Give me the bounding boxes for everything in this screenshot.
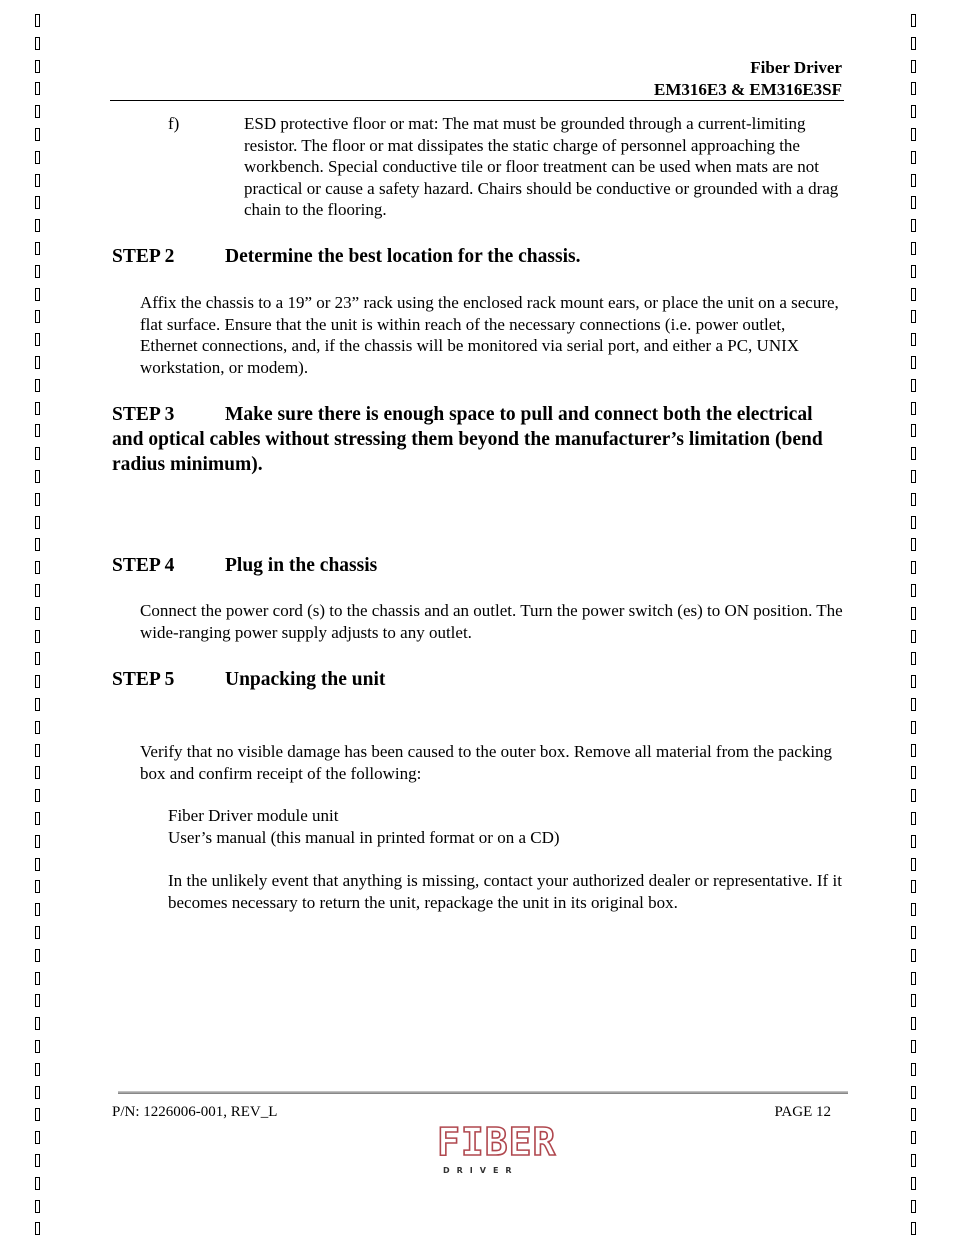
binding-mark	[911, 538, 916, 551]
left-binding-marks	[32, 0, 46, 1235]
binding-mark	[35, 470, 40, 483]
binding-mark	[911, 584, 916, 597]
binding-mark	[35, 926, 40, 939]
binding-mark	[911, 1131, 916, 1144]
binding-mark	[911, 310, 916, 323]
binding-mark	[35, 812, 40, 825]
page-header	[654, 57, 842, 101]
binding-mark	[35, 310, 40, 323]
binding-mark	[35, 721, 40, 734]
binding-mark	[911, 333, 916, 346]
list-item: Fiber Driver module unit	[168, 806, 339, 825]
binding-mark	[911, 903, 916, 916]
binding-mark	[911, 1108, 916, 1121]
binding-mark	[35, 516, 40, 529]
step-title: Make sure there is enough space to pull and connect both the electrical and optical cables without stressing them beyond the manufacturer’s limitation (bend radius minimum).	[112, 404, 823, 475]
binding-mark	[911, 424, 916, 437]
binding-mark	[35, 880, 40, 893]
binding-mark	[911, 880, 916, 893]
binding-mark	[911, 516, 916, 529]
binding-mark	[35, 1108, 40, 1121]
binding-mark	[911, 60, 916, 73]
step-3-heading	[112, 402, 844, 477]
binding-mark	[35, 1063, 40, 1076]
binding-mark	[911, 721, 916, 734]
binding-mark	[35, 538, 40, 551]
binding-mark	[911, 1063, 916, 1076]
part-number: P/N: 1226006-001, REV_L	[112, 1104, 278, 1120]
binding-mark	[35, 1177, 40, 1190]
binding-mark	[911, 698, 916, 711]
binding-mark	[911, 812, 916, 825]
binding-mark	[911, 105, 916, 118]
binding-mark	[35, 675, 40, 688]
binding-mark	[911, 1086, 916, 1099]
binding-mark	[911, 972, 916, 985]
binding-mark	[911, 675, 916, 688]
binding-mark	[35, 652, 40, 665]
binding-mark	[911, 926, 916, 939]
binding-mark	[911, 994, 916, 1007]
binding-mark	[911, 835, 916, 848]
binding-mark	[911, 1222, 916, 1235]
binding-mark	[911, 447, 916, 460]
step-title: Plug in the chassis	[225, 555, 378, 576]
missing-items-note: In the unlikely event that anything is missing, contact your authorized dealer or representative. If it becomes necessary to return the unit, repackage the unit in its original box.	[168, 871, 842, 912]
binding-mark	[911, 652, 916, 665]
right-binding-marks	[908, 0, 922, 1235]
binding-mark	[35, 903, 40, 916]
binding-mark	[911, 196, 916, 209]
logo-wordmark: FIBER	[437, 1120, 557, 1164]
binding-mark	[911, 1017, 916, 1030]
binding-mark	[911, 470, 916, 483]
binding-mark	[911, 174, 916, 187]
binding-mark	[35, 333, 40, 346]
binding-mark	[911, 493, 916, 506]
binding-mark	[35, 356, 40, 369]
binding-mark	[911, 14, 916, 27]
binding-mark	[911, 288, 916, 301]
page-number: PAGE 12	[774, 1104, 831, 1120]
binding-mark	[35, 766, 40, 779]
step-number: STEP 2	[112, 246, 175, 267]
binding-mark	[911, 265, 916, 278]
step-5-heading	[112, 667, 844, 692]
binding-mark	[35, 60, 40, 73]
binding-mark	[35, 1222, 40, 1235]
receipt-list	[168, 805, 842, 848]
header-product: Fiber Driver	[750, 58, 842, 77]
binding-mark	[35, 1154, 40, 1167]
binding-mark	[35, 994, 40, 1007]
binding-mark	[911, 219, 916, 232]
binding-mark	[911, 379, 916, 392]
binding-mark	[35, 584, 40, 597]
step-4-body: Connect the power cord (s) to the chassis and an outlet. Turn the power switch (es) to ON position. The wide-ranging power supply adjusts to any outlet.	[140, 601, 843, 642]
binding-mark	[911, 607, 916, 620]
list-item: User’s manual (this manual in printed format or on a CD)	[168, 827, 560, 847]
binding-mark	[911, 630, 916, 643]
step-2-heading	[112, 244, 844, 269]
step-4-heading	[112, 553, 844, 578]
binding-mark	[35, 82, 40, 95]
footer-divider	[118, 1091, 848, 1094]
binding-mark	[35, 447, 40, 460]
binding-mark	[35, 949, 40, 962]
binding-mark	[911, 789, 916, 802]
step-number: STEP 4	[112, 555, 175, 576]
binding-mark	[911, 37, 916, 50]
binding-mark	[911, 1177, 916, 1190]
binding-mark	[35, 174, 40, 187]
step-title: Unpacking the unit	[225, 669, 386, 690]
binding-mark	[35, 128, 40, 141]
binding-mark	[35, 14, 40, 27]
binding-mark	[911, 356, 916, 369]
binding-mark	[35, 835, 40, 848]
binding-mark	[35, 105, 40, 118]
step-number: STEP 5	[112, 669, 175, 690]
binding-mark	[35, 219, 40, 232]
binding-mark	[35, 424, 40, 437]
binding-mark	[35, 242, 40, 255]
binding-mark	[911, 1040, 916, 1053]
binding-mark	[35, 1200, 40, 1213]
header-models: EM316E3 & EM316E3SF	[654, 80, 842, 99]
binding-mark	[35, 288, 40, 301]
binding-mark	[35, 561, 40, 574]
binding-mark	[35, 858, 40, 871]
logo-subtitle: DRIVER	[443, 1166, 519, 1175]
binding-mark	[35, 1017, 40, 1030]
list-item-text: ESD protective floor or mat: The mat must be grounded through a current-limiting resistor. The floor or mat dissipates the static charge of personnel approaching the workbench. Special conductive tile or floor treatment can be used when mats are not practical or cause a safety hazard. Chairs should be conductive or grounded with a drag chain to the flooring.	[244, 114, 839, 219]
binding-mark	[911, 744, 916, 757]
binding-mark	[911, 561, 916, 574]
header-divider	[110, 100, 844, 101]
binding-mark	[35, 698, 40, 711]
step-5-body: Verify that no visible damage has been caused to the outer box. Remove all material from the packing box and confirm receipt of the following:	[140, 742, 833, 783]
binding-mark	[911, 858, 916, 871]
binding-mark	[35, 379, 40, 392]
binding-mark	[35, 402, 40, 415]
binding-mark	[35, 265, 40, 278]
binding-mark	[35, 1131, 40, 1144]
binding-mark	[911, 949, 916, 962]
list-item-label: f)	[168, 114, 180, 133]
binding-mark	[911, 242, 916, 255]
binding-mark	[35, 493, 40, 506]
binding-mark	[911, 82, 916, 95]
binding-mark	[911, 1154, 916, 1167]
binding-mark	[35, 151, 40, 164]
binding-mark	[911, 402, 916, 415]
fiber-driver-logo	[437, 1120, 557, 1180]
binding-mark	[35, 789, 40, 802]
binding-mark	[35, 1040, 40, 1053]
step-2-body: Affix the chassis to a 19” or 23” rack using the enclosed rack mount ears, or place the unit on a secure, flat surface. Ensure that the unit is within reach of the necessary connections (i.e. power outlet, Ethernet connections, and, if the chassis will be monitored via serial port, and either a PC, UNIX workstation, or modem).	[140, 293, 839, 377]
binding-mark	[911, 1200, 916, 1213]
step-number: STEP 3	[112, 404, 175, 425]
binding-mark	[35, 972, 40, 985]
binding-mark	[35, 607, 40, 620]
binding-mark	[35, 37, 40, 50]
binding-mark	[911, 766, 916, 779]
binding-mark	[911, 151, 916, 164]
binding-mark	[35, 630, 40, 643]
binding-mark	[35, 744, 40, 757]
binding-mark	[35, 1086, 40, 1099]
step-title: Determine the best location for the chassis.	[225, 246, 581, 267]
binding-mark	[911, 128, 916, 141]
binding-mark	[35, 196, 40, 209]
